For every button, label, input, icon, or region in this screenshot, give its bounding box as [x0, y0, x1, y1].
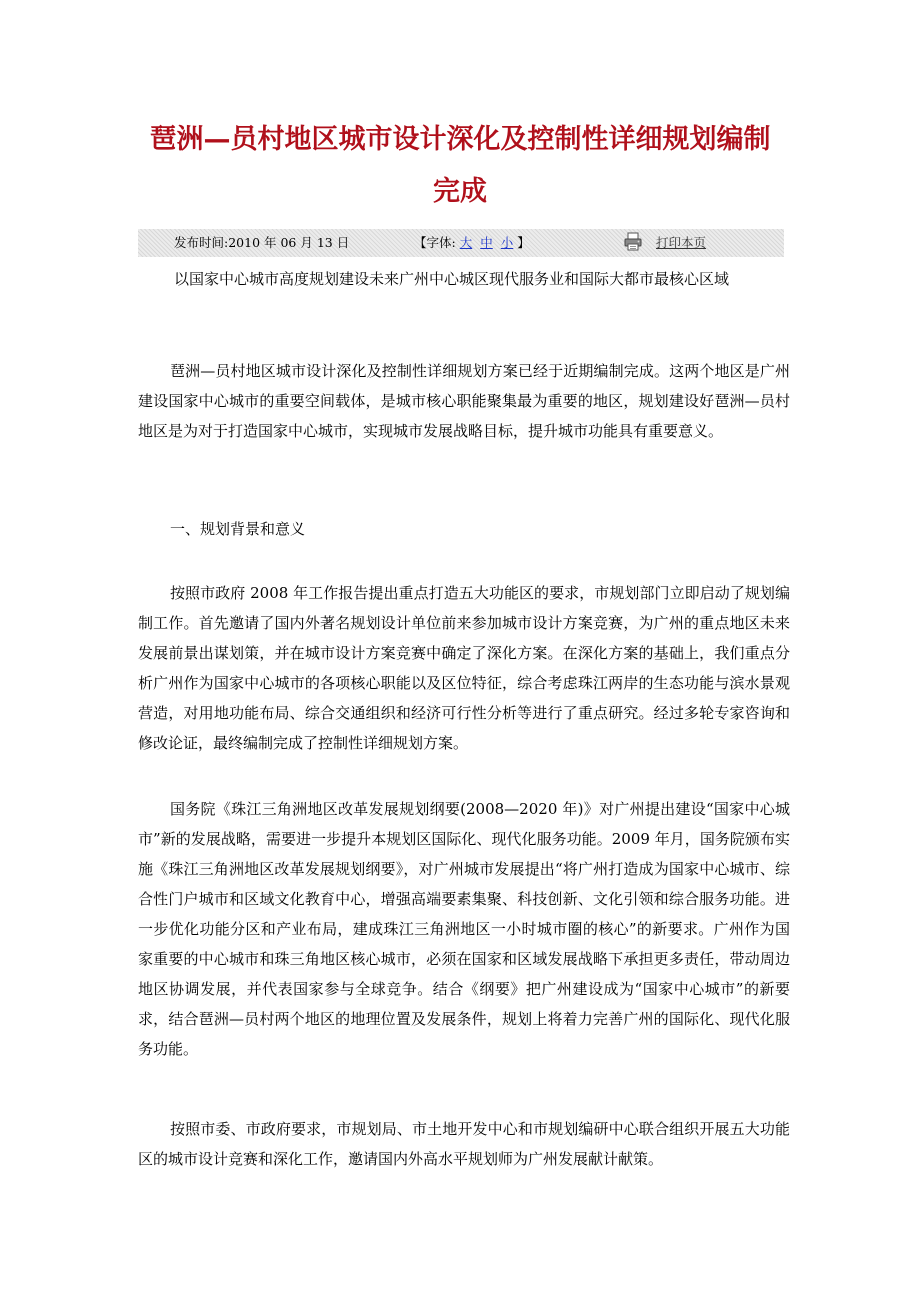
- font-size-large-link[interactable]: 大: [459, 235, 473, 250]
- font-size-close-bracket: 】: [517, 235, 530, 250]
- printer-icon[interactable]: [624, 232, 642, 252]
- print-page-link[interactable]: 打印本页: [656, 235, 707, 250]
- section-heading-background: 一、规划背景和意义: [170, 520, 306, 538]
- paragraph-planning-work: 按照市政府 2008 年工作报告提出重点打造五大功能区的要求，市规划部门立即启动了规划编制工作。首先邀请了国内外著名规划设计单位前来参加城市设计方案竞赛，为广州的重点地区未来发展前景出谋划策，并在城市设计方案竞赛中确定了深化方案。在深化方案的基础上，我们重点分析广州作为国家中心城市的各项核心职能以及区位特征，综合考虑珠江两岸的生态功能与滨水景观营造，对用地功能布局、综合交通组织和经济可行性分析等进行了重点研究。经过多轮专家咨询和修改论证，最终编制完成了控制性详细规划方案。: [138, 584, 790, 752]
- paragraph-design-competition: 按照市委、市政府要求，市规划局、市土地开发中心和市规划编研中心联合组织开展五大功能区的城市设计竞赛和深化工作，邀请国内外高水平规划师为广州发展献计献策。: [138, 1120, 790, 1168]
- font-size-small-link[interactable]: 小: [500, 235, 514, 250]
- paragraph-intro: 琶洲—员村地区城市设计深化及控制性详细规划方案已经于近期编制完成。这两个地区是广州建设国家中心城市的重要空间载体，是城市核心职能聚集最为重要的地区，规划建设好琶洲—员村地区是为对于打造国家中心城市，实现城市发展战略目标，提升城市功能具有重要意义。: [138, 362, 790, 440]
- article-title: 琶洲—员村地区城市设计深化及控制性详细规划编制完成: [149, 124, 771, 207]
- font-size-medium-link[interactable]: 中: [480, 235, 493, 250]
- paragraph-state-council-outline: 国务院《珠江三角洲地区改革发展规划纲要(2008—2020 年)》对广州提出建设“国家中心城市”新的发展战略，需要进一步提升本规划区国际化、现代化服务功能。2009 年月，国务院颁布实施《珠江三角洲地区改革发展规划纲要》，对广州城市发展提出“将广州打造成为国家中心城市、综合性门户城市和区域文化教育中心，增强高端要素集聚、科技创新、文化引领和综合服务功能。进一步优化功能分区和产业布局，建成珠江三角洲地区一小时城市圈的核心”的新要求。广州作为国家重要的中心城市和珠三角地区核心城市，必须在国家和区域发展战略下承担更多责任，带动周边地区协调发展，并代表国家参与全球竞争。结合《纲要》把广州建设成为“国家中心城市”的新要求，结合琶洲—员村两个地区的地理位置及发展条件，规划上将着力完善广州的国际化、现代化服务功能。: [138, 800, 790, 1058]
- publish-date: 发布时间:2010 年 06 月 13 日: [174, 235, 350, 250]
- article-meta-bar: [138, 229, 784, 257]
- font-size-label: 【字体:: [414, 235, 456, 250]
- article-subtitle: 以国家中心城市高度规划建设未来广州中心城区现代服务业和国际大都市最核心区域: [174, 270, 730, 288]
- font-size-selector: [414, 229, 530, 257]
